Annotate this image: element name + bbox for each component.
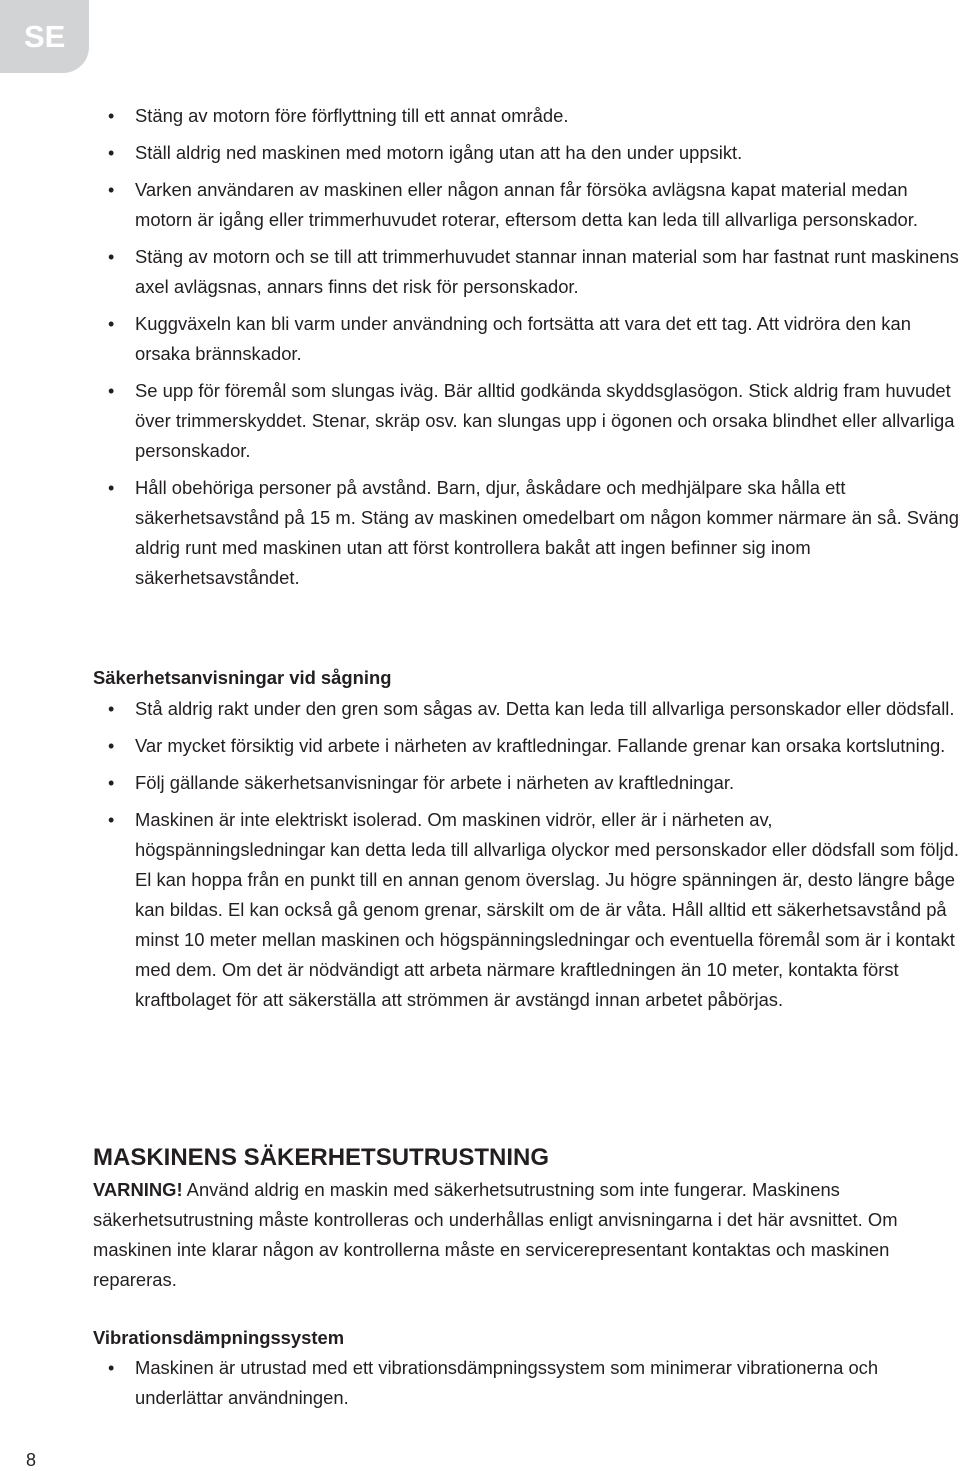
sawing-bullet-list bbox=[93, 694, 959, 1022]
section-heading-safety-equipment: MASKINENS SÄKERHETSUTRUSTNING bbox=[93, 1144, 550, 1171]
list-item: • Se upp för föremål som slungas iväg. Bär alltid godkända skyddsglasögon. Stick aldrig fram huvudet över trimmerskyddet. Stenar, skräp osv. kan slungas upp i ögonen och orsaka blindhet eller allvarliga personskador. bbox=[93, 376, 959, 466]
list-item: • Kuggväxeln kan bli varm under användning och fortsätta att vara det ett tag. Att vidröra den kan orsaka brännskador. bbox=[93, 309, 959, 369]
section-heading-sawing: Säkerhetsanvisningar vid sågning bbox=[93, 667, 392, 688]
list-item: • Varken användaren av maskinen eller någon annan får försöka avlägsna kapat material medan motorn är igång eller trimmerhuvudet roterar, eftersom detta kan leda till allvarliga personskador. bbox=[93, 175, 959, 235]
language-tab bbox=[0, 0, 89, 73]
language-tab-label: SE bbox=[24, 19, 66, 54]
safety-bullet-list bbox=[93, 101, 959, 600]
warning-paragraph bbox=[93, 1175, 959, 1295]
vibration-bullet-list bbox=[93, 1353, 959, 1413]
list-item: • Ställ aldrig ned maskinen med motorn igång utan att ha den under uppsikt. bbox=[93, 138, 959, 168]
list-item: • Stäng av motorn och se till att trimmerhuvudet stannar innan material som har fastnat runt maskinens axel avlägsnas, annars finns det risk för personskador. bbox=[93, 242, 959, 302]
list-item: • Maskinen är inte elektriskt isolerad. Om maskinen vidrör, eller är i närheten av, högspänningsledningar kan detta leda till allvarliga olyckor med personskador eller dödsfall som följd. El kan hoppa från en punkt till en annan genom överslag. Ju högre spänningen är, desto längre båge kan bildas. El kan också gå genom grenar, särskilt om de är våta. Håll alltid ett säkerhetsavstånd på minst 10 meter mellan maskinen och högspänningsledningar och eventuella föremål som är i kontakt med dem. Om det är nödvändigt att arbeta närmare kraftledningen än 10 meter, kontakta först kraftbolaget för att säkerställa att strömmen är avstängd innan arbetet påbörjas. bbox=[93, 805, 959, 1015]
list-item: • Var mycket försiktig vid arbete i närheten av kraftledningar. Fallande grenar kan orsaka kortslutning. bbox=[93, 731, 959, 761]
warning-text: Använd aldrig en maskin med säkerhetsutrustning som inte fungerar. Maskinens säkerhetsutrustning måste kontrolleras och underhållas enligt anvisningarna i det här avsnittet. Om maskinen inte klarar någon av kontrollerna måste en servicerepresentant kontaktas och maskinen repareras. bbox=[93, 1179, 898, 1290]
section-heading-vibration: Vibrationsdämpningssystem bbox=[93, 1327, 345, 1348]
list-item: • Maskinen är utrustad med ett vibrationsdämpningssystem som minimerar vibrationerna och underlättar användningen. bbox=[93, 1353, 959, 1413]
list-item: • Följ gällande säkerhetsanvisningar för arbete i närheten av kraftledningar. bbox=[93, 768, 959, 798]
list-item: • Håll obehöriga personer på avstånd. Barn, djur, åskådare och medhjälpare ska hålla ett säkerhetsavstånd på 15 m. Stäng av maskinen omedelbart om någon kommer närmare än så. Sväng aldrig runt med maskinen utan att först kontrollera bakåt att ingen befinner sig inom säkerhetsavståndet. bbox=[93, 473, 959, 593]
page-number: 8 bbox=[26, 1450, 37, 1470]
warning-label: VARNING! bbox=[93, 1179, 183, 1200]
list-item: • Stå aldrig rakt under den gren som sågas av. Detta kan leda till allvarliga personskador eller dödsfall. bbox=[93, 694, 959, 724]
list-item: • Stäng av motorn före förflyttning till ett annat område. bbox=[93, 101, 959, 131]
